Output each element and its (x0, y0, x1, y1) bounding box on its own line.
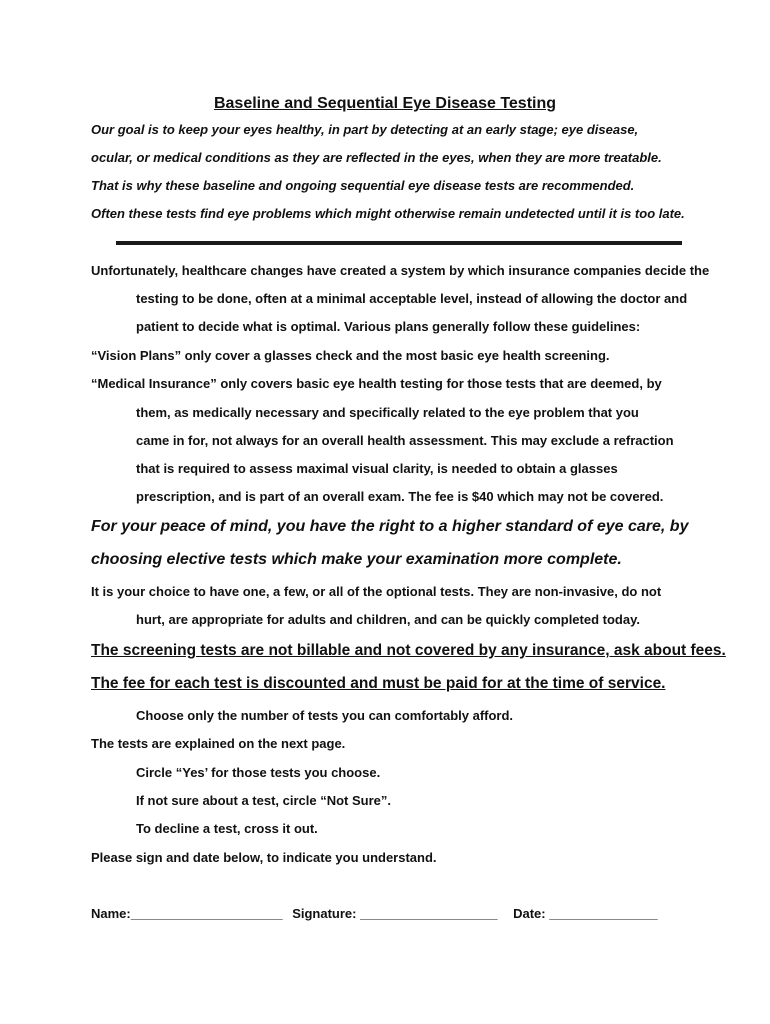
medical-insurance-line-5: prescription, and is part of an overall exam. The fee is $40 which may not be covered. (136, 489, 664, 504)
instruction-not-sure: If not sure about a test, circle “Not Sure”. (136, 793, 391, 808)
emphasis-line-1: For your peace of mind, you have the right to a higher standard of eye care, by (91, 518, 689, 535)
medical-insurance-line-3: came in for, not always for an overall health assessment. This may exclude a refraction (136, 433, 674, 448)
instruction-circle-yes: Circle “Yes’ for those tests you choose. (136, 765, 381, 780)
notice-line-1: The screening tests are not billable and not covered by any insurance, ask about fees. (91, 642, 726, 659)
page-title: Baseline and Sequential Eye Disease Testing (213, 95, 557, 112)
intro-line-2: ocular, or medical conditions as they are reflected in the eyes, when they are more treatable. (91, 150, 662, 165)
notice-line-2: The fee for each test is discounted and must be paid for at the time of service. (91, 675, 666, 692)
vision-plans-line: “Vision Plans” only cover a glasses check and the most basic eye health screening. (91, 348, 610, 363)
instruction-decline: To decline a test, cross it out. (136, 821, 318, 836)
date-field[interactable]: Date: _______________ (513, 906, 658, 921)
medical-insurance-line-2: them, as medically necessary and specifically related to the eye problem that you (136, 405, 639, 420)
instruction-afford: Choose only the number of tests you can comfortably afford. (136, 708, 514, 723)
emphasis-line-2: choosing elective tests which make your examination more complete. (91, 551, 622, 568)
intro-line-1: Our goal is to keep your eyes healthy, in part by detecting at an early stage; eye disease, (91, 122, 639, 137)
signature-row (91, 906, 658, 921)
name-field[interactable]: Name:_____________________ (91, 906, 283, 921)
body-line-2: testing to be done, often at a minimal acceptable level, instead of allowing the doctor and (136, 291, 688, 306)
choice-line-2: hurt, are appropriate for adults and children, and can be quickly completed today. (136, 612, 640, 627)
horizontal-divider (116, 241, 682, 245)
instruction-sign: Please sign and date below, to indicate you understand. (91, 850, 437, 865)
medical-insurance-line-1: “Medical Insurance” only covers basic eye health testing for those tests that are deemed, by (91, 376, 662, 391)
intro-line-4: Often these tests find eye problems which might otherwise remain undetected until it is too late. (91, 206, 685, 221)
instruction-next-page: The tests are explained on the next page. (91, 736, 346, 751)
choice-line-1: It is your choice to have one, a few, or all of the optional tests. They are non-invasive, do not (91, 584, 662, 599)
intro-line-3: That is why these baseline and ongoing sequential eye disease tests are recommended. (91, 178, 635, 193)
body-line-1: Unfortunately, healthcare changes have created a system by which insurance companies decide the (91, 263, 710, 278)
body-line-3: patient to decide what is optimal. Various plans generally follow these guidelines: (136, 319, 641, 334)
signature-field[interactable]: Signature: ___________________ (292, 906, 498, 921)
medical-insurance-line-4: that is required to assess maximal visual clarity, is needed to obtain a glasses (136, 461, 618, 476)
